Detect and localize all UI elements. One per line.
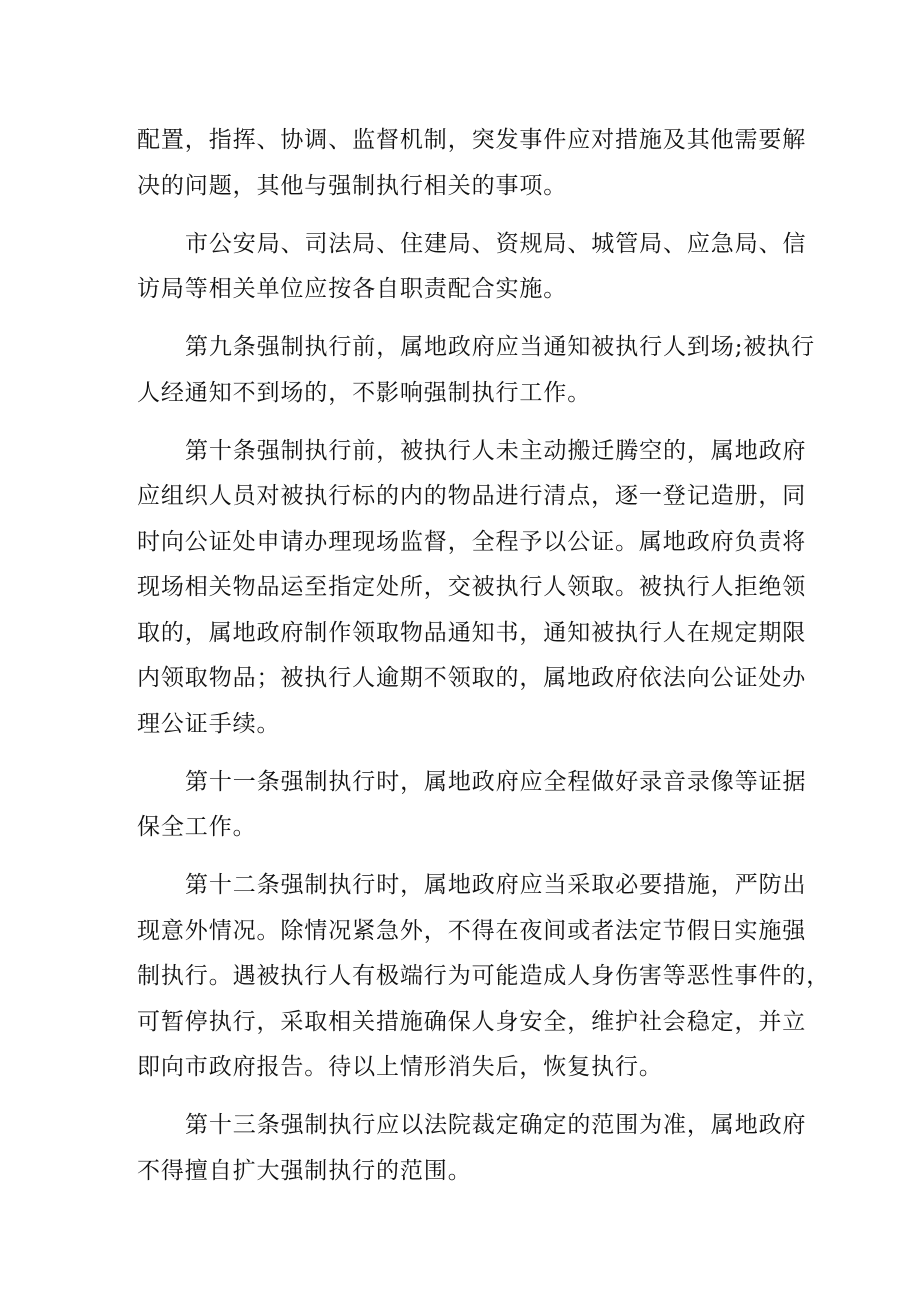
text-line: 第十三条强制执行应以法院裁定确定的范围为准，属地政府 [185, 1112, 807, 1138]
paragraph-continued [137, 118, 807, 209]
text-line: 第九条强制执行前，属地政府应当通知被执行人到场;被执行 [185, 334, 816, 360]
text-line: 决的问题，其他与强制执行相关的事项。 [137, 172, 568, 199]
text-line: 市公安局、司法局、住建局、资规局、城管局、应急局、信 [185, 230, 807, 257]
text-line: 可暂停执行，采取相关措施确保人身安全，维护社会稳定，并立 [137, 1008, 807, 1035]
text-line: 访局等相关单位应按各自职责配合实施。 [137, 276, 568, 302]
text-line: 制执行。遇被执行人有极端行为可能造成人身伤害等恶性事件的， [137, 963, 831, 989]
text-line: 应组织人员对被执行标的内的物品进行清点，逐一登记造册，同 [137, 483, 807, 509]
text-line: 理公证手续。 [137, 710, 281, 737]
text-line: 现意外情况。除情况紧急外，不得在夜间或者法定节假日实施强 [137, 917, 807, 944]
paragraph-article-12 [137, 863, 831, 1091]
paragraph-article-11 [137, 760, 807, 851]
text-line: 配置，指挥、协调、监督机制，突发事件应对措施及其他需要解 [137, 127, 807, 153]
paragraph-article-13 [137, 1103, 807, 1194]
text-line: 时向公证处申请办理现场监督，全程予以公证。属地政府负责将 [137, 528, 807, 555]
paragraph-article-9 [137, 325, 816, 416]
text-line: 即向市政府报告。待以上情形消失后，恢复执行。 [137, 1054, 663, 1080]
text-line: 不得擅自扩大强制执行的范围。 [137, 1157, 472, 1184]
paragraph-departments [137, 222, 807, 313]
text-line: 内领取物品；被执行人逾期不领取的，属地政府依法向公证处办 [137, 665, 807, 691]
text-line: 现场相关物品运至指定处所，交被执行人领取。被执行人拒绝领 [137, 574, 807, 600]
document-body [137, 118, 831, 1207]
paragraph-article-10 [137, 429, 807, 748]
text-line: 第十一条强制执行时，属地政府应全程做好录音录像等证据 [185, 768, 807, 795]
text-line: 保全工作。 [137, 814, 257, 840]
text-line: 取的，属地政府制作领取物品通知书，通知被执行人在规定期限 [137, 619, 807, 646]
text-line: 第十条强制执行前，被执行人未主动搬迁腾空的，属地政府 [185, 437, 807, 464]
text-line: 人经通知不到场的，不影响强制执行工作。 [137, 379, 592, 406]
text-line: 第十二条强制执行时，属地政府应当采取必要措施，严防出 [185, 872, 807, 898]
